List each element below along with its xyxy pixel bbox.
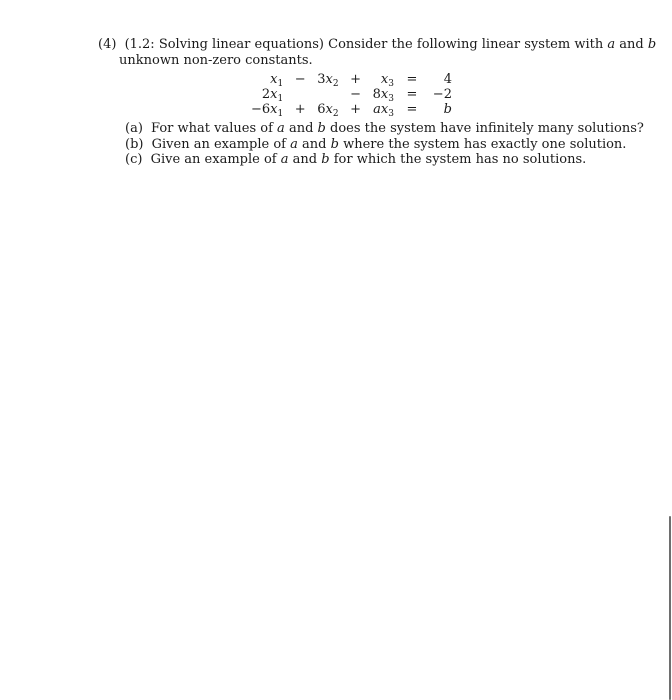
right-hand-side: 4 xyxy=(443,72,452,87)
operator-2: − xyxy=(350,87,362,102)
question-part-a: (a) For what values of a and b does the system have infinitely many solutions? xyxy=(125,121,644,136)
term-2: $3x_2$ xyxy=(317,72,339,89)
conj-and: and xyxy=(619,37,644,52)
operator-1: + xyxy=(294,102,306,117)
term-2: $6x_2$ xyxy=(317,102,339,119)
question-parts xyxy=(98,121,644,168)
operator-1 xyxy=(288,87,312,102)
var-b: b xyxy=(647,37,657,52)
equals-sign: = xyxy=(406,102,418,117)
problem-intro-line1 xyxy=(98,37,657,53)
part-label: (c) xyxy=(125,152,143,167)
equation-row-1 xyxy=(246,72,457,87)
operator-1: − xyxy=(294,72,306,87)
part-label: (b) xyxy=(125,136,144,152)
vertical-scrollbar[interactable] xyxy=(669,516,671,700)
right-hand-side: −2 xyxy=(432,87,452,102)
operator-2: + xyxy=(350,72,362,87)
term-3: $ax_3$ xyxy=(373,102,394,119)
equals-sign: = xyxy=(406,72,418,87)
problem-number: (4) xyxy=(98,37,117,52)
equation-row-2 xyxy=(246,87,457,102)
part-label: (a) xyxy=(125,121,143,136)
problem-tag: (1.2: Solving linear equations) xyxy=(124,37,324,52)
term-1: $-6x_1$ xyxy=(251,102,284,119)
right-hand-side: b xyxy=(443,102,452,117)
var-a: a xyxy=(607,37,616,52)
linear-system xyxy=(246,72,457,117)
question-part-b: (b) Given an example of a and b where the system has exactly one solution. xyxy=(125,136,627,152)
term-1: $x_1$ xyxy=(270,72,284,89)
equals-sign: = xyxy=(406,87,418,102)
equation-row-3 xyxy=(246,102,457,117)
problem-intro-text: Consider the following linear system with xyxy=(328,37,604,52)
problem-intro-line2: unknown non-zero constants. xyxy=(119,53,313,68)
operator-2: + xyxy=(350,102,362,117)
term-1: $2x_1$ xyxy=(261,87,284,104)
term-3: $8x_3$ xyxy=(372,87,394,104)
term-3: $x_3$ xyxy=(380,72,394,89)
term-2 xyxy=(312,87,343,102)
problem-4 xyxy=(98,37,657,168)
question-part-c: (c) Give an example of a and b for which the system has no solutions. xyxy=(125,152,587,167)
